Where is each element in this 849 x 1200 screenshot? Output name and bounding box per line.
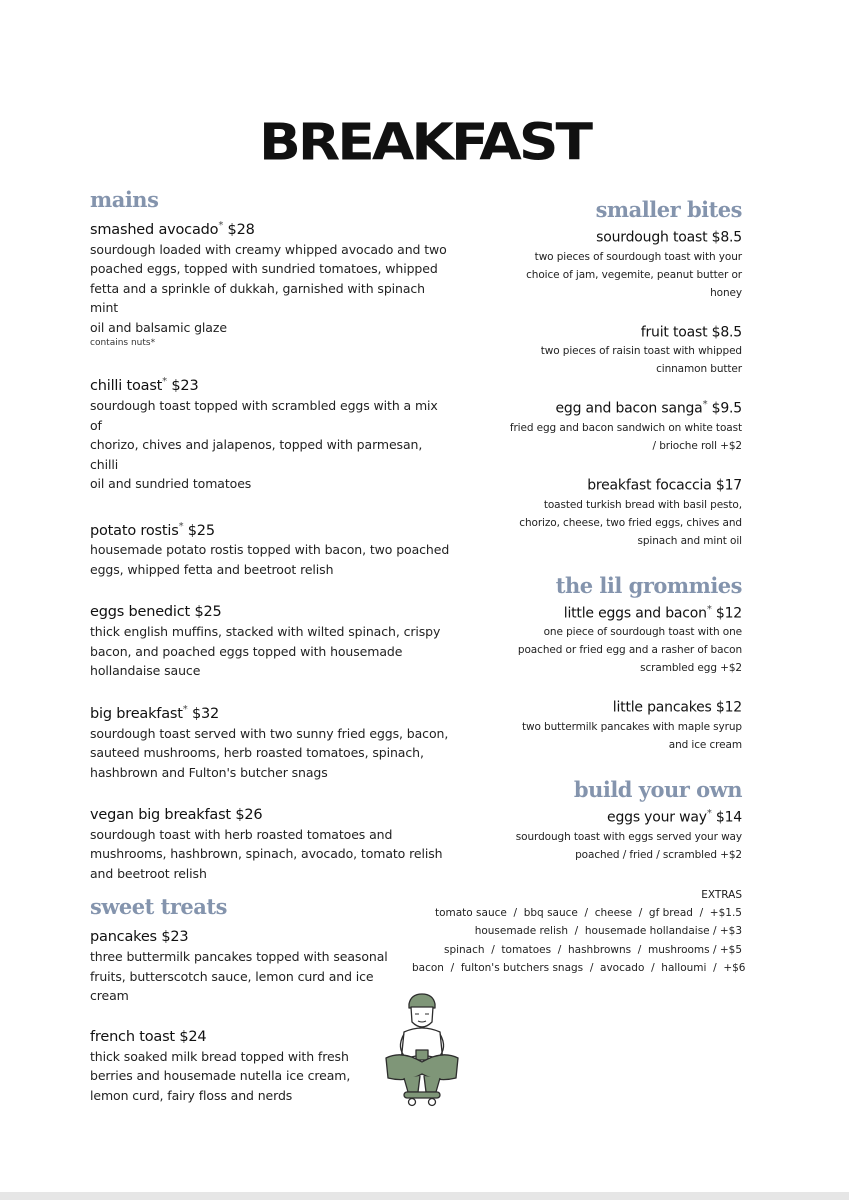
- item-description: housemade potato rostis topped with bacon, two poached eggs, whipped fetta and beetroot relish: [90, 542, 450, 577]
- item-name: eggs benedict $25: [90, 604, 222, 621]
- item-name: vegan big breakfast $26: [90, 806, 263, 823]
- item-name: eggs your way* $14: [607, 807, 742, 826]
- extras-line: bacon / fulton's butchers snags / avocado / halloumi / +$6: [412, 962, 746, 975]
- item-description: toasted turkish bread with basil pesto, chorizo, cheese, two fried eggs, chives and spinach and mint oil: [519, 498, 742, 547]
- item-name: little pancakes $12: [612, 699, 742, 716]
- menu-item: [90, 372, 450, 493]
- item-name: potato rostis* $25: [90, 520, 215, 539]
- item-description: two pieces of raisin toast with whipped cinnamon butter: [540, 345, 742, 376]
- extras-line: tomato sauce / bbq sauce / cheese / gf bread / +$1.5: [434, 906, 742, 919]
- section-heading-sweet-treats: sweet treats: [90, 894, 227, 920]
- section-heading-lil-grommies: the lil grommies: [555, 572, 742, 598]
- item-description: two pieces of sourdough toast with your choice of jam, vegemite, peanut butter or honey: [526, 250, 742, 299]
- sitting-man-illustration: [382, 992, 462, 1110]
- item-description: sourdough loaded with creamy whipped avocado and two poached eggs, topped with sundried tomatoes, whipped fetta and a sprinkle of dukkah, garnished with spinach mint oil and balsamic glaze: [90, 241, 447, 335]
- item-description: three buttermilk pancakes topped with seasonal fruits, butterscotch sauce, lemon curd and ice cream: [90, 949, 388, 1004]
- item-description: sourdough toast with eggs served your way poached / fried / scrambled +$2: [515, 830, 742, 861]
- menu-item: [412, 319, 742, 379]
- menu-item: [90, 801, 450, 883]
- right-column: [412, 197, 746, 978]
- item-name: french toast $24: [90, 1028, 207, 1045]
- item-name: smashed avocado* $28: [90, 220, 255, 238]
- menu-item: [412, 694, 742, 754]
- menu-item: [412, 472, 742, 550]
- item-description: thick soaked milk bread topped with fresh berries and housemade nutella ice cream, lemon curd, fairy floss and nerds: [90, 1048, 351, 1103]
- menu-item: [412, 804, 742, 864]
- page-title: BREAKFAST: [259, 112, 590, 172]
- item-description: sourdough toast served with two sunny fried eggs, bacon, sauteed mushrooms, herb roasted tomatoes, spinach, hashbrown and Fulton's butcher snags: [90, 725, 449, 780]
- menu-item: [412, 224, 742, 302]
- menu-item: [90, 517, 450, 580]
- section-heading-smaller-bites: smaller bites: [595, 197, 742, 222]
- item-description: fried egg and bacon sandwich on white toast / brioche roll +$2: [509, 421, 742, 452]
- item-name: chilli toast* $23: [90, 376, 199, 395]
- item-name: breakfast focaccia $17: [587, 477, 742, 494]
- section-heading-mains: mains: [90, 187, 159, 212]
- extras-label: EXTRAS: [701, 888, 742, 901]
- item-description: sourdough toast with herb roasted tomatoes and mushrooms, hashbrown, spinach, avocado, tomato relish and beetroot relish: [90, 826, 443, 881]
- left-column: [90, 188, 450, 1105]
- item-note: contains nuts*: [90, 338, 156, 349]
- item-description: thick english muffins, stacked with wilted spinach, crispy bacon, and poached eggs topped with housemade hollandaise sauce: [90, 624, 441, 679]
- item-description: sourdough toast topped with scrambled eggs with a mix of chorizo, chives and jalapenos, topped with parmesan, chilli oil and sundried tomatoes: [90, 398, 438, 492]
- menu-item: [90, 216, 450, 349]
- extras-line: housemade relish / housemade hollandaise / +$3: [474, 925, 742, 938]
- extras-line: spinach / tomatoes / hashbrowns / mushrooms / +$5: [443, 943, 742, 956]
- menu-item: [412, 395, 742, 455]
- item-description: two buttermilk pancakes with maple syrup and ice cream: [521, 720, 742, 751]
- item-name: egg and bacon sanga* $9.5: [555, 399, 742, 417]
- section-heading-build-your-own: build your own: [573, 776, 742, 802]
- menu-item: [90, 598, 450, 680]
- menu-item: [412, 600, 742, 678]
- page-bottom-edge: [0, 1192, 849, 1200]
- item-name: pancakes $23: [90, 929, 189, 946]
- menu-item: [90, 700, 450, 782]
- item-name: sourdough toast $8.5: [596, 229, 742, 246]
- item-name: big breakfast* $32: [90, 703, 220, 722]
- item-name: little eggs and bacon* $12: [563, 603, 742, 622]
- item-name: fruit toast $8.5: [640, 324, 742, 341]
- item-description: one piece of sourdough toast with one poached or fried egg and a rasher of bacon scrambled egg +$2: [517, 626, 742, 675]
